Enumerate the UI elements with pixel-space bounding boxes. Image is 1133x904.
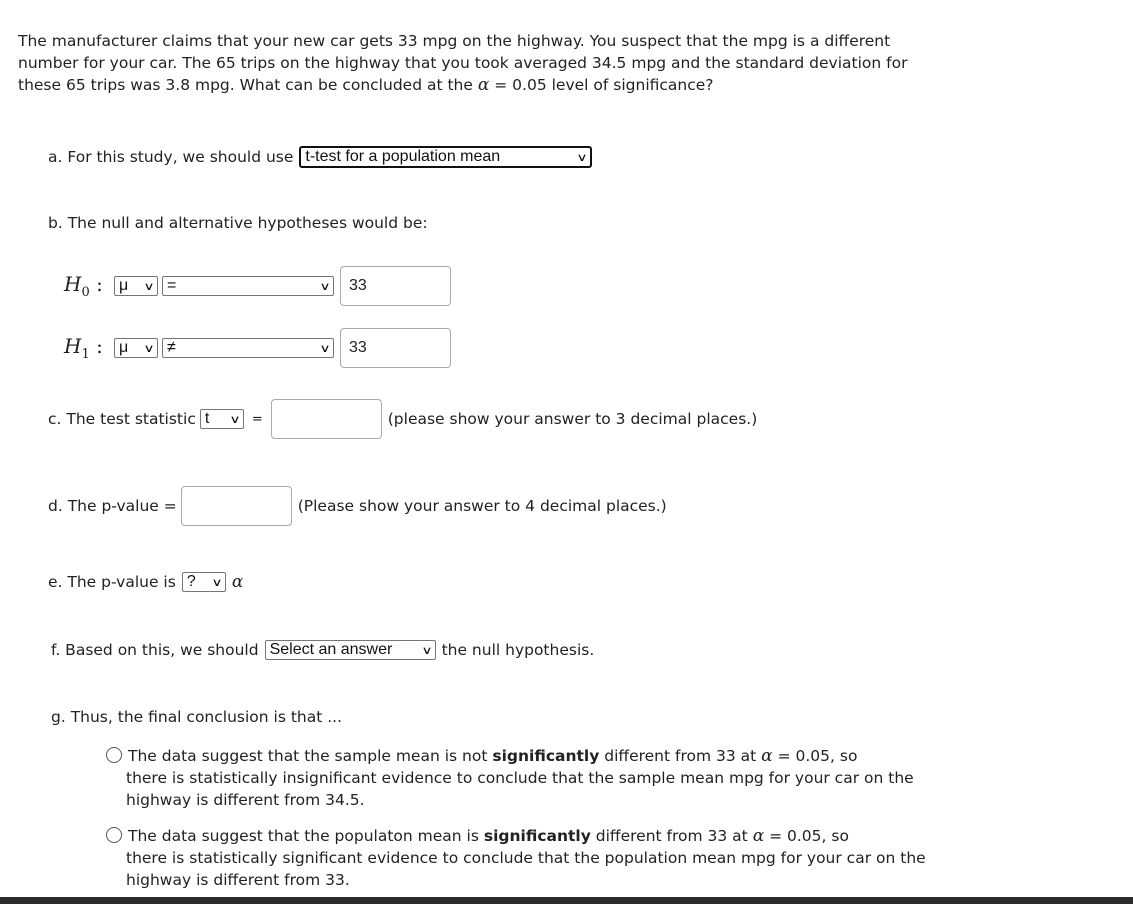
h0-label: $H_0$ : — [64, 272, 103, 300]
part-a — [48, 146, 592, 168]
radio-button[interactable] — [106, 827, 122, 843]
part-c-label: c. The test statistic — [48, 410, 196, 428]
part-f: f. Based on this, we should Select an answer ∨ the null hypothesis. — [51, 641, 595, 659]
h0-value-input[interactable]: 33 — [340, 266, 451, 306]
chevron-down-icon: ∨ — [319, 342, 331, 355]
part-e-label: e. The p-value is — [48, 573, 176, 591]
part-d — [48, 486, 667, 526]
part-c: c. The test statistic t ∨ = (please show your answer to 3 decimal places.) — [48, 399, 757, 439]
p-value-input[interactable] — [181, 486, 292, 526]
part-e: e. The p-value is ? ∨ α — [48, 572, 244, 592]
p-value-compare-select[interactable]: ? ∨ — [182, 572, 226, 592]
bottom-bar — [0, 897, 1133, 904]
h1-label: $H_1$ : — [64, 334, 103, 362]
part-b-label: b. The null and alternative hypotheses would be: — [48, 214, 428, 232]
h0-operator-select[interactable]: = ∨ — [162, 276, 334, 296]
h1-operator-select[interactable]: ≠ ∨ — [162, 338, 334, 358]
part-c-note: (please show your answer to 3 decimal places.) — [387, 410, 758, 428]
question-text: The manufacturer claims that your new car gets 33 mpg on the highway. You suspect that the mpg is a different number for your car. The 65 trips on the highway that you took averaged 34.5 mpg and the standard deviation for these 65 trips was 3.8 mpg. What can be concluded at the α = 0.05 level of significance? — [18, 32, 908, 95]
h0-row — [64, 266, 451, 306]
part-a-label: a. For this study, we should use — [48, 148, 294, 166]
part-g-label: g. Thus, the final conclusion is that ... — [51, 708, 343, 726]
conclusion-option-1[interactable]: The data suggest that the sample mean is not significantly different from 33 at α = 0.05, so there is statistically insignificant evidence to conclude that the sample mean mpg for your car on the highway is different from 34.5. — [106, 745, 956, 811]
h0-param-select[interactable]: μ ∨ — [114, 276, 158, 296]
h1-row — [64, 328, 451, 368]
test-type-select[interactable]: t-test for a population mean ∨ — [299, 146, 592, 168]
test-statistic-input[interactable] — [271, 399, 382, 439]
radio-button[interactable] — [106, 747, 122, 763]
decision-select[interactable]: Select an answer ∨ — [265, 640, 436, 660]
chevron-down-icon: ∨ — [576, 151, 589, 164]
h1-param-select[interactable]: μ ∨ — [114, 338, 158, 358]
part-d-note: (Please show your answer to 4 decimal places.) — [297, 497, 667, 515]
conclusion-option-2[interactable]: The data suggest that the populaton mean is significantly different from 33 at α = 0.05, so there is statistically significant evidence to conclude that the population mean mpg for your car on the highway is different from 33. — [106, 825, 956, 891]
part-f-label: f. Based on this, we should — [51, 641, 259, 659]
chevron-down-icon: ∨ — [319, 280, 331, 293]
statistic-select[interactable]: t ∨ — [200, 409, 244, 429]
h1-value-input[interactable]: 33 — [340, 328, 451, 368]
part-d-label: d. The p-value = — [48, 497, 177, 515]
